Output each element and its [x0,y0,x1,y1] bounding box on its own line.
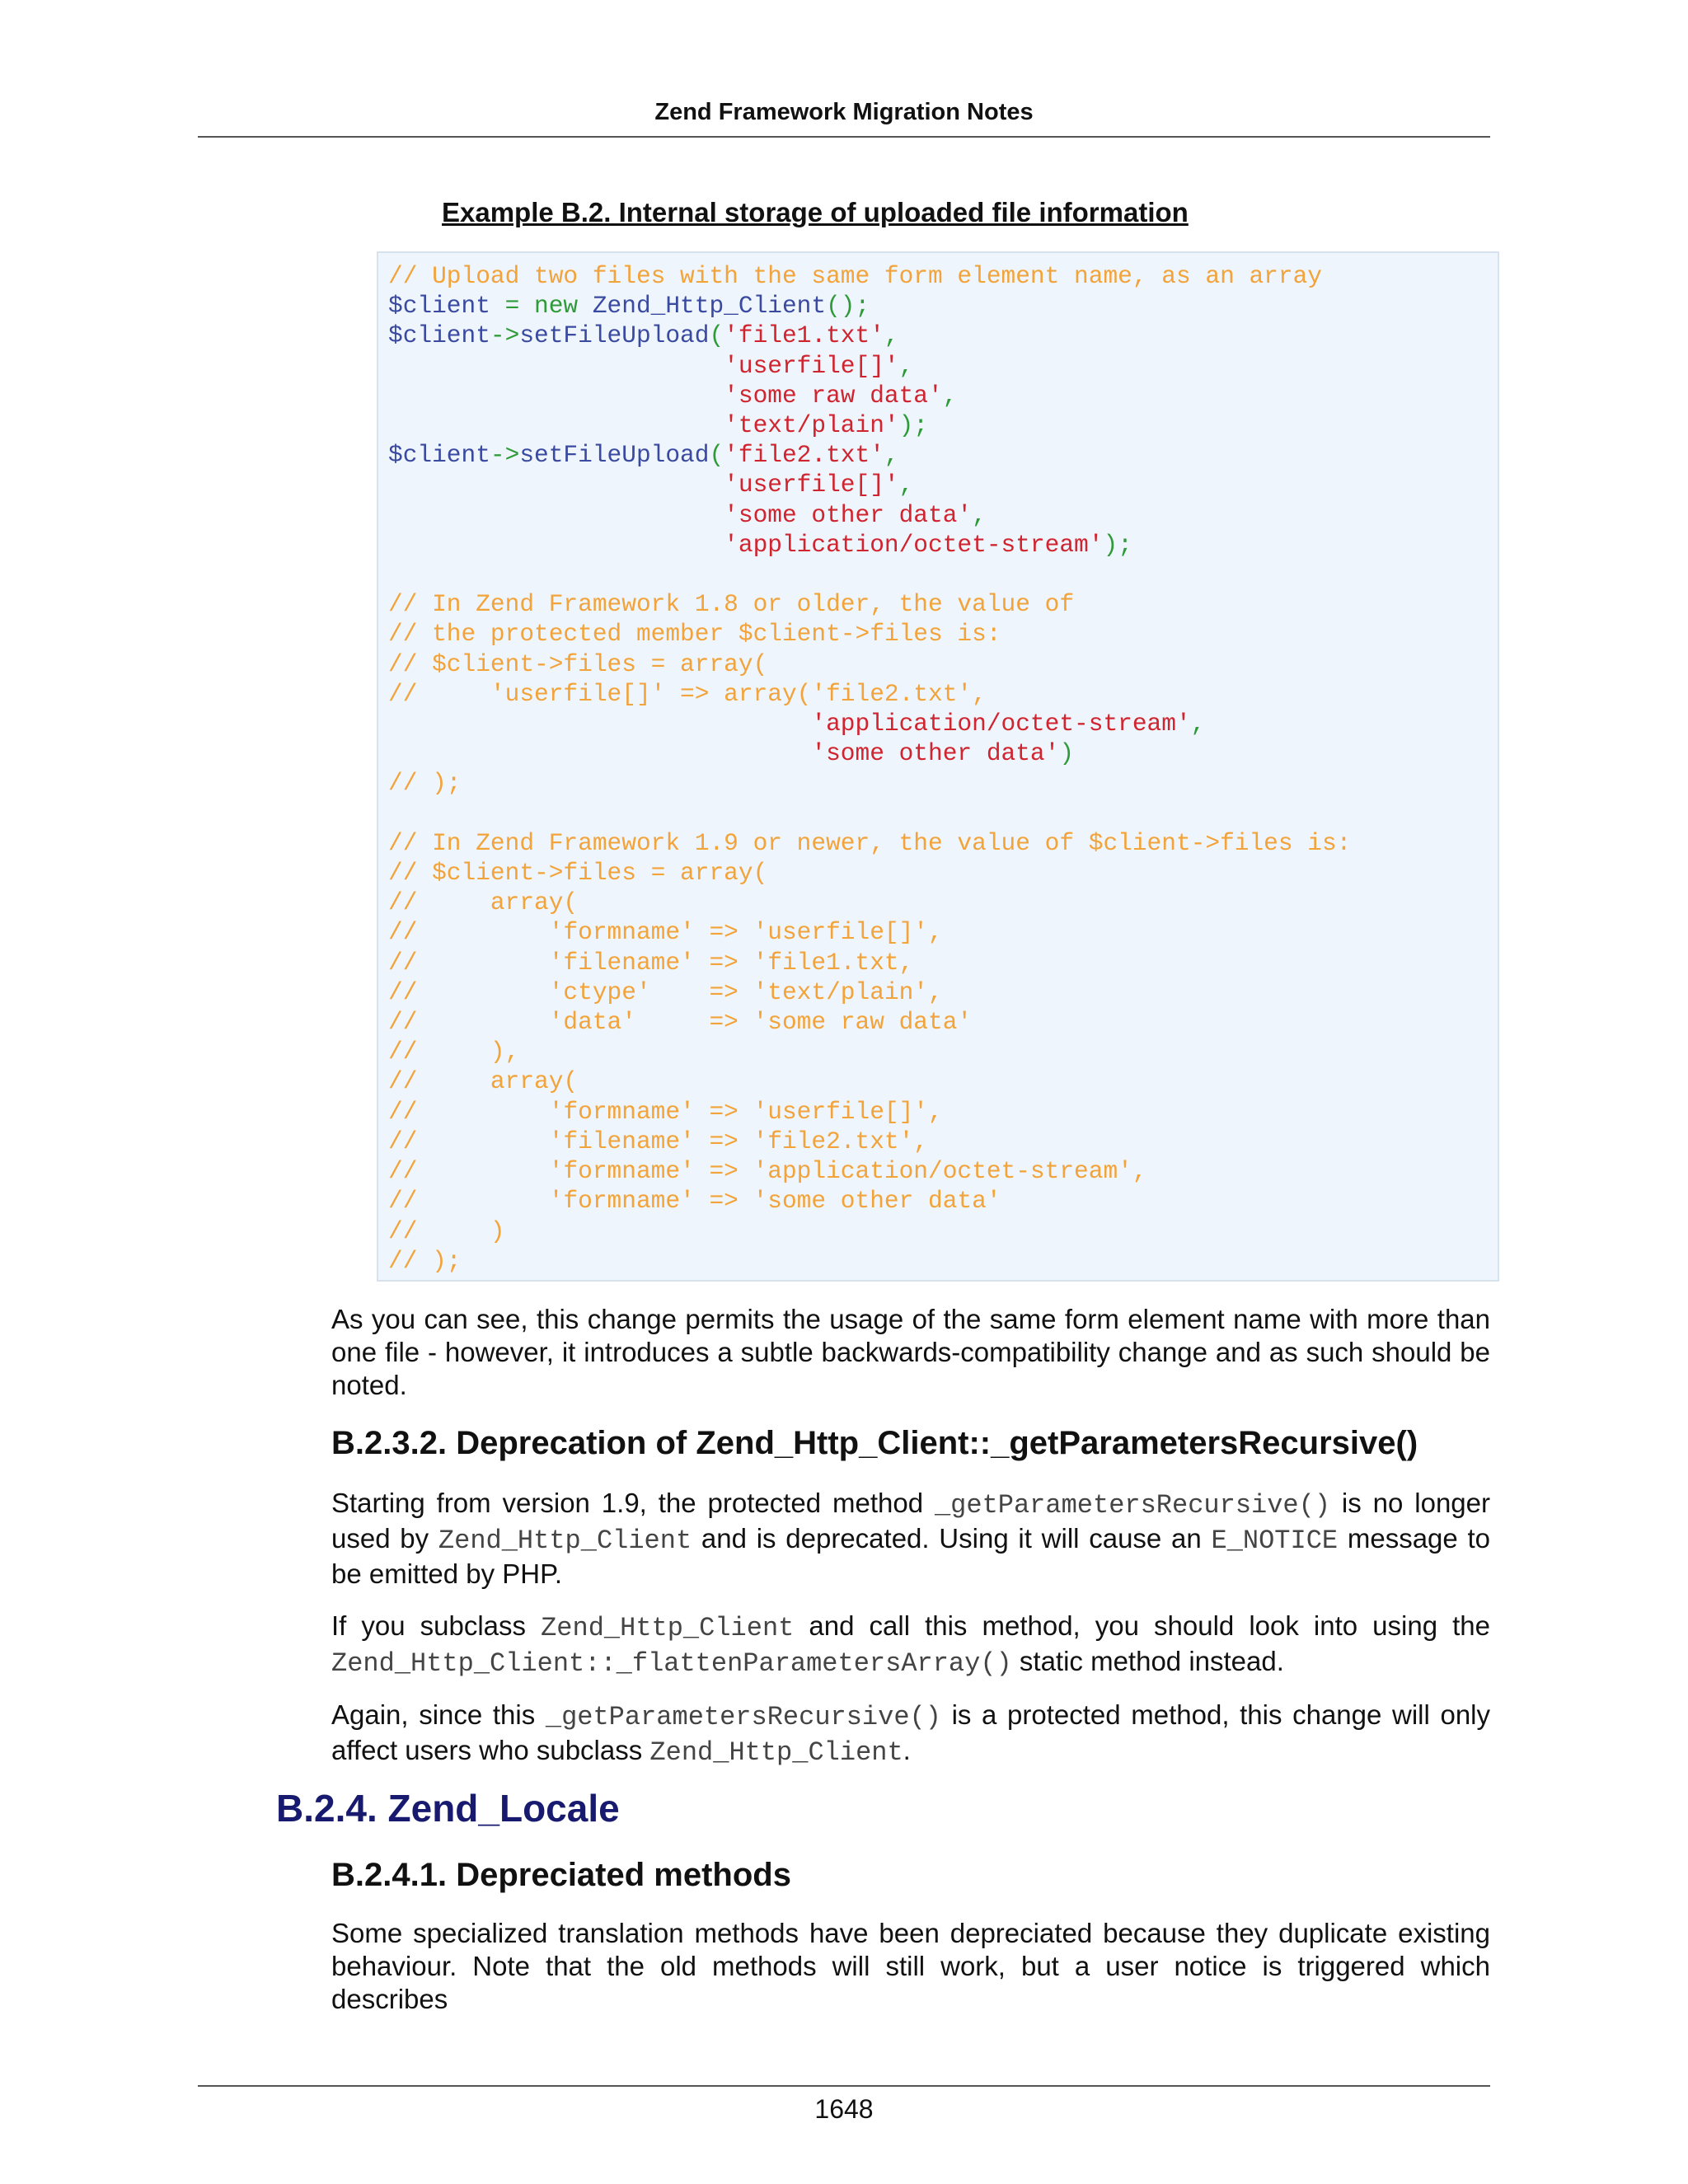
inline-code: E_NOTICE [1211,1526,1339,1556]
paragraph-backwards-compat: As you can see, this change permits the usage of the same form element name with more than one file - however, it introduces a subtle backwards-compatibility change and as such should be noted. [331,1304,1490,1400]
paragraph-depreciated: Some specialized translation methods have been depreciated because they duplicate existing behaviour. Note that the old methods will still work, but a user notice is triggered which describes [331,1918,1490,2014]
heading-b2332: B.2.3.2. Deprecation of Zend_Http_Client::_getParametersRecursive() [331,1425,1418,1461]
footer-rule [198,2085,1490,2087]
paragraph-subclass: If you subclass Zend_Http_Client and call this method, you should look into using the Zend_Http_Client::_flattenParametersArray() static method instead. [331,1610,1490,1679]
paragraph-deprecation: Starting from version 1.9, the protected method _getParametersRecursive() is no longer used by Zend_Http_Client and is deprecated. Using it will cause an E_NOTICE message to be emitted by PHP. [331,1488,1491,1589]
header-rule [198,136,1490,138]
code-example-block [377,251,1499,1282]
inline-code: _getParametersRecursive() [934,1490,1331,1521]
inline-code: Zend_Http_Client [541,1613,795,1643]
inline-code: Zend_Http_Client [649,1737,903,1768]
code-listing: // Upload two files with the same form element name, as an array $client = new Zend_Http_Client(); $client->setFileUpload('file1.txt', 'userfile[]', 'some raw data', 'text/plain'); $client->setFileUpload('file2.txt', 'userfile[]', 'some other data', 'application/octet-stream'); // In Zend Framework 1.8 or older, the value of // the protected member $client->files is: // $client->files = array( // 'userfile[]' => array('file2.txt', 'application/octet-stream', 'some other data') // ); // In Zend Framework 1.9 or newer, the value of $client->files is: // $client->files = array( // array( // 'formname' => 'userfile[]', // 'filename' => 'file1.txt, // 'ctype' => 'text/plain', // 'data' => 'some raw data' // ), // array( // 'formname' => 'userfile[]', // 'filename' => 'file2.txt', // 'formname' => 'application/octet-stream', // 'formname' => 'some other data' // ) // ); [388,262,1352,1275]
running-header: Zend Framework Migration Notes [654,99,1034,125]
page-number: 1648 [814,2094,874,2124]
inline-code: _getParametersRecursive() [545,1702,941,1732]
heading-b2241: B.2.4.1. Depreciated methods [331,1857,791,1893]
inline-code: Zend_Http_Client::_flattenParametersArray() [331,1648,1012,1679]
paragraph-protected: Again, since this _getParametersRecursive() is a protected method, this change will only affect users who subclass Zend_Http_Client. [331,1699,1490,1768]
example-title: Example B.2. Internal storage of uploaded file information [442,197,1189,227]
heading-b224: B.2.4. Zend_Locale [276,1787,620,1830]
inline-code: Zend_Http_Client [438,1526,692,1556]
